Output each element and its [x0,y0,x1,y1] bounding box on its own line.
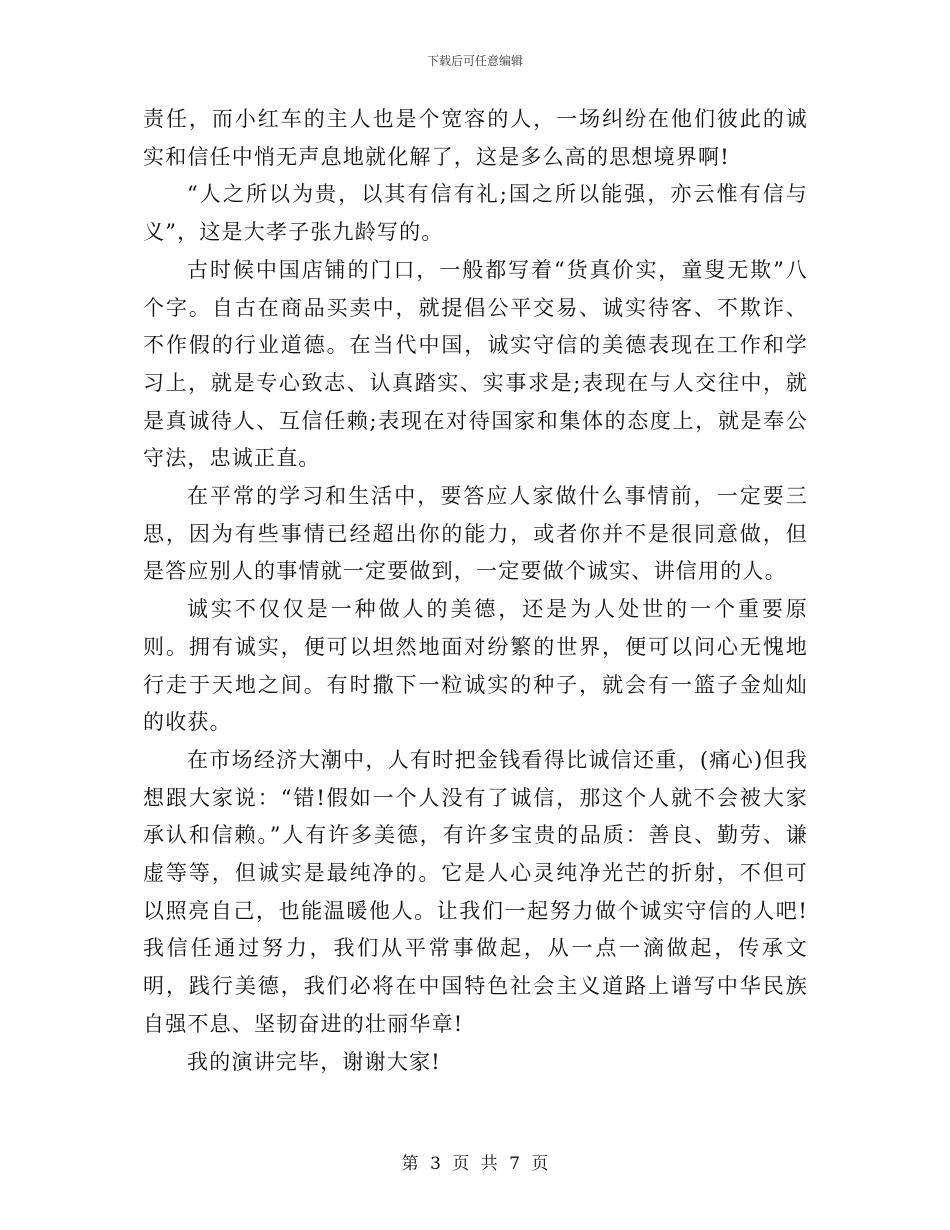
paragraph-5: 诚实不仅仅是一种做人的美德，还是为人处世的一个重要原则。拥有诚实，便可以坦然地面对纷繁的世界，便可以问心无愧地行走于天地之间。有时撒下一粒诚实的种子，就会有一篮子金灿灿的收获。 [143,597,808,735]
paragraph-4: 在平常的学习和生活中，要答应人家做什么事情前，一定要三思，因为有些事情已经超出你的能力，或者你并不是很同意做，但是答应别人的事情就一定要做到，一定要做个诚实、讲信用的人。 [143,484,808,584]
paragraph-3: 古时候中国店铺的门口，一般都写着“货真价实，童叟无欺”八个字。自古在商品买卖中，就提倡公平交易、诚实待客、不欺诈、不作假的行业道德。在当代中国，诚实守信的美德表现在工作和学习上，就是专心致志、认真踏实、实事求是;表现在与人交往中，就是真诚待人、互信任赖;表现在对待国家和集体的态度上，就是奉公守法，忠诚正直。 [143,257,808,471]
paragraph-6: 在市场经济大潮中，人有时把金钱看得比诚信还重，(痛心)但我想跟大家说：“错!假如一个人没有了诚信，那这个人就不会被大家承认和信赖。”人有许多美德，有许多宝贵的品质：善良、勤劳、谦虚等等，但诚实是最纯净的。它是人心灵纯净光芒的折射，不但可以照亮自己，也能温暖他人。让我们一起努力做个诚实守信的人吧!我信任通过努力，我们从平常事做起，从一点一滴做起，传承文明，践行美德，我们必将在中国特色社会主义道路上谱写中华民族自强不息、坚韧奋进的壮丽华章! [143,747,808,1036]
page-number-footer: 第 3 页 共 7 页 [401,1154,549,1174]
paragraph-2: “人之所以为贵，以其有信有礼;国之所以能强，亦云惟有信与义”，这是大孝子张九龄写的。 [143,182,808,245]
document-body [143,101,808,1081]
page-header: 下载后可任意编辑 [426,54,523,68]
paragraph-1: 责任，而小红车的主人也是个宽容的人，一场纠纷在他们彼此的诚实和信任中悄无声息地就化解了，这是多么高的思想境界啊! [143,107,808,169]
paragraph-7: 我的演讲完毕，谢谢大家! [187,1049,441,1074]
